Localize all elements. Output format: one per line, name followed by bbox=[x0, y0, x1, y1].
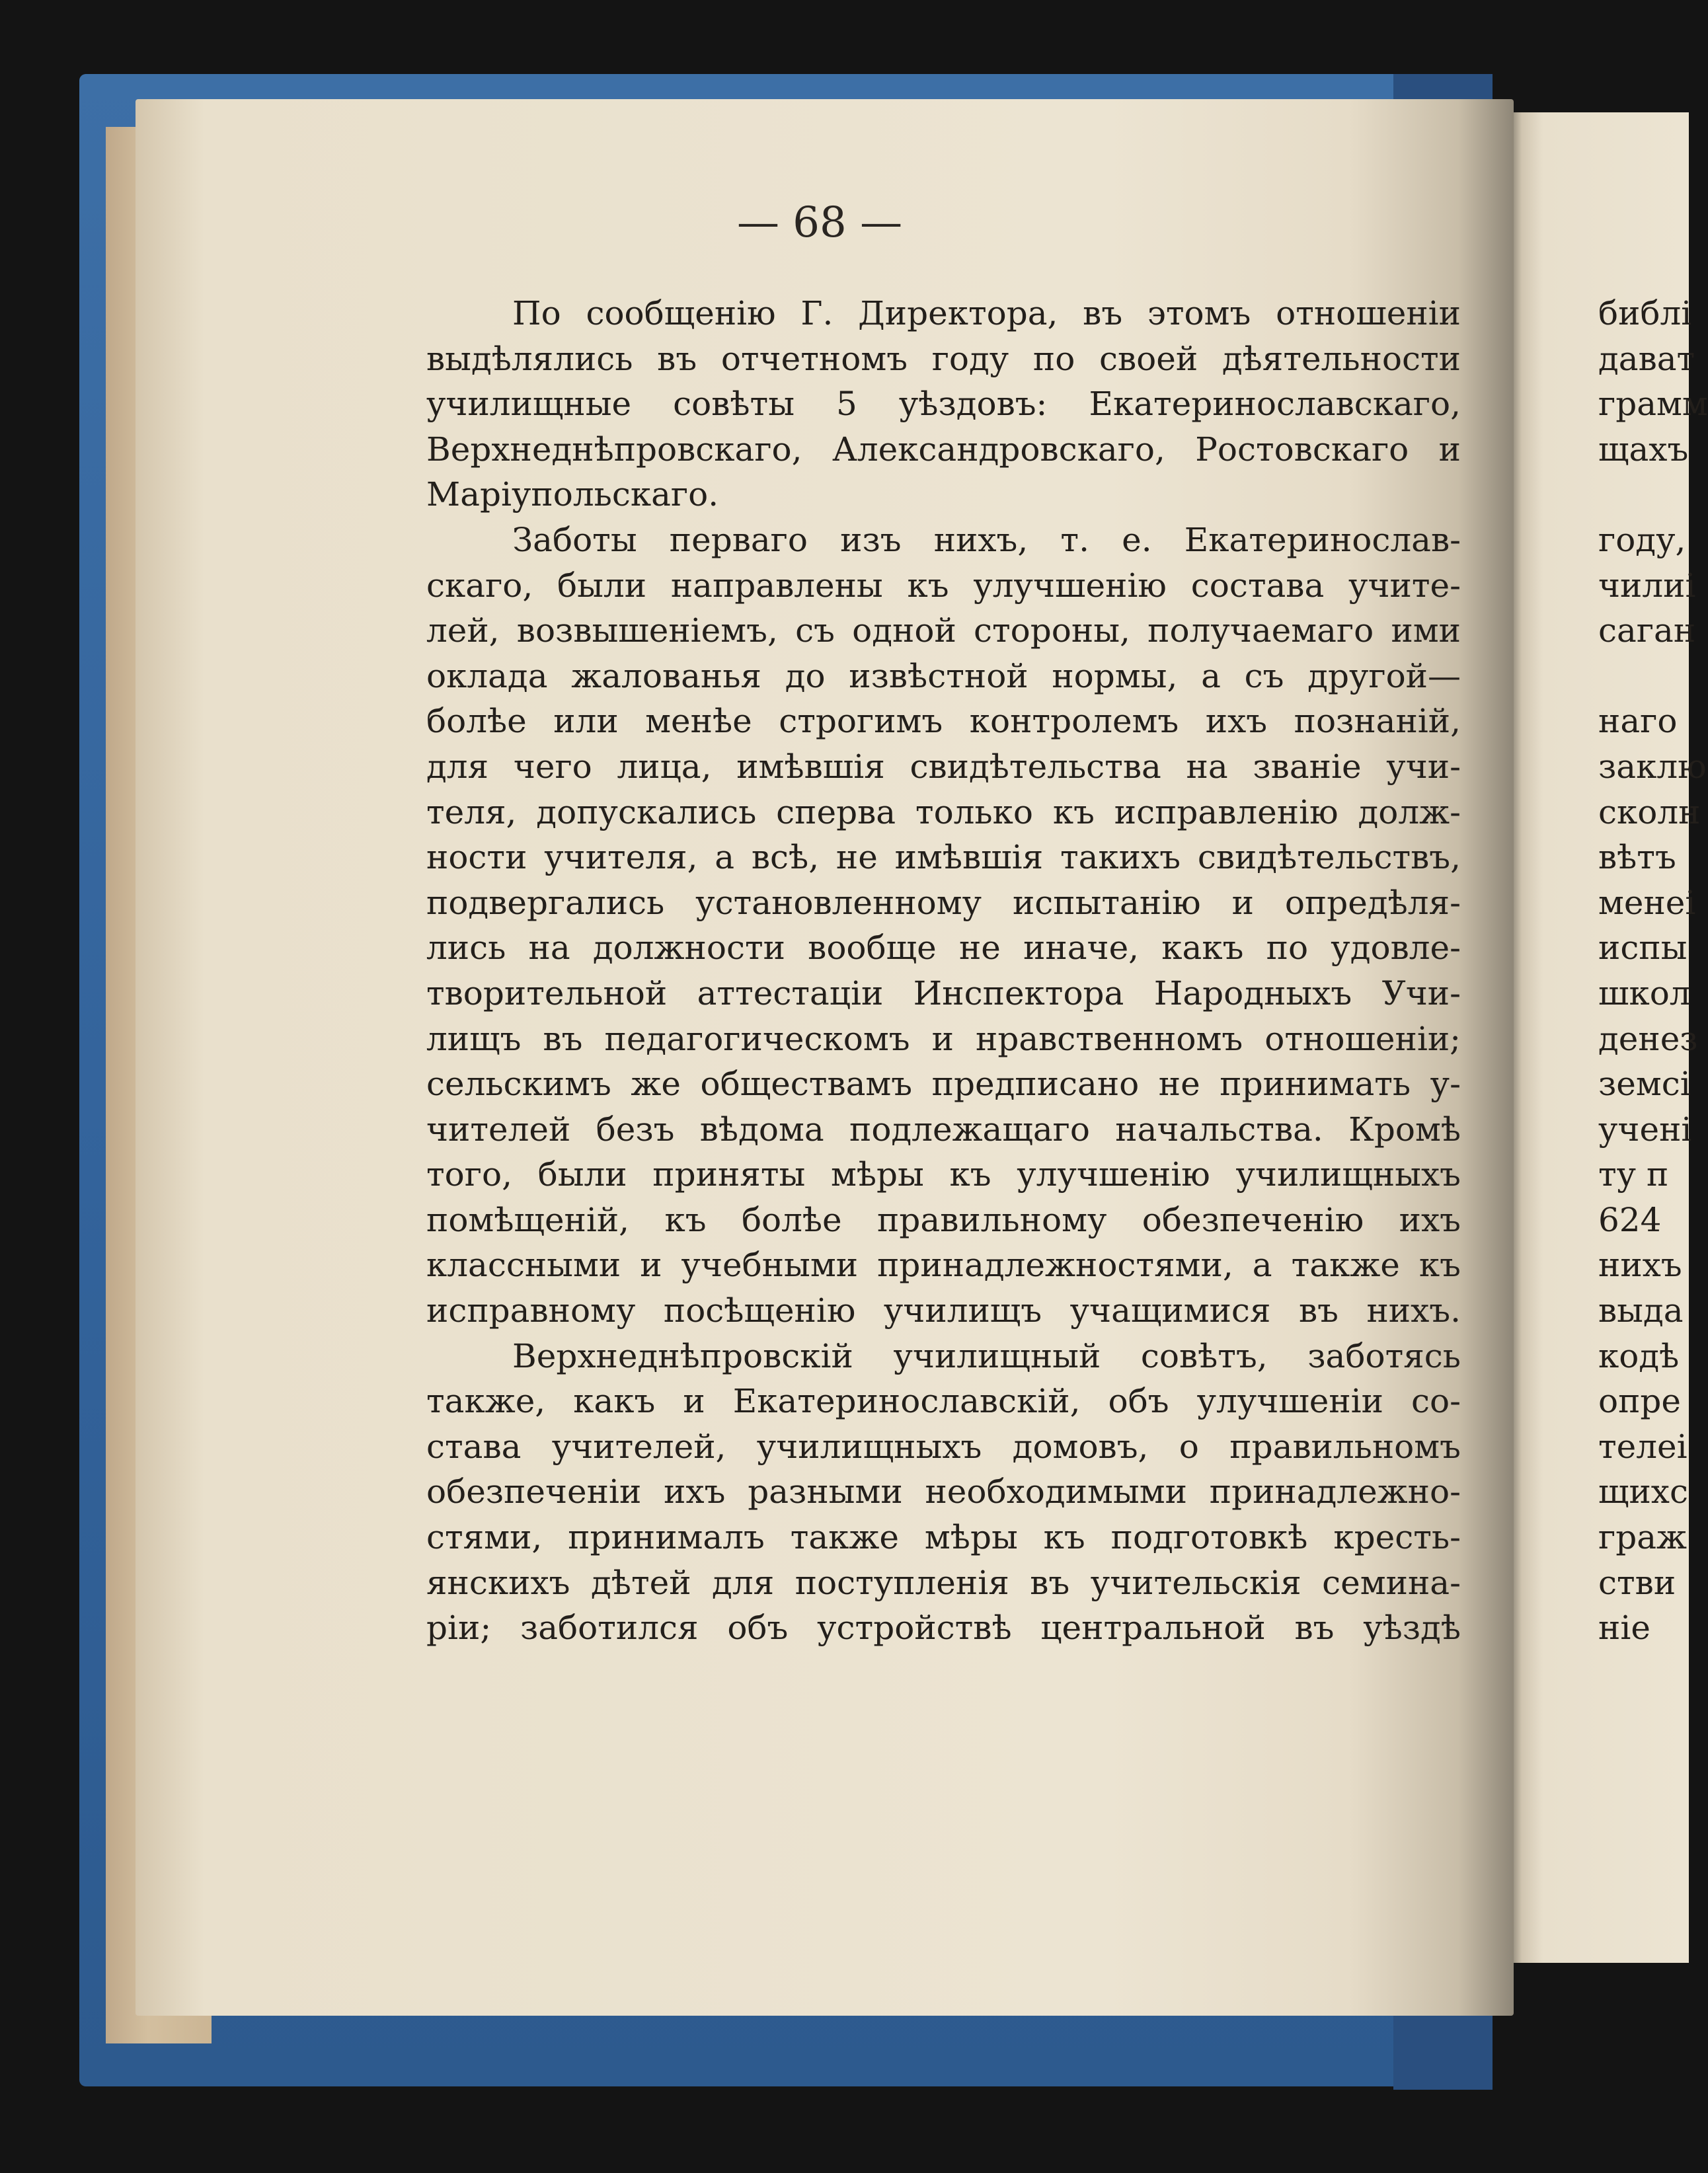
facing-page-line: денез bbox=[1598, 1019, 1698, 1058]
text-line: классными и учебными принадлежностями, а также къ bbox=[426, 1246, 1461, 1285]
text-line: лищъ въ педагогическомъ и нравственномъ отношеніи; bbox=[426, 1019, 1461, 1058]
page-number: — 68 — bbox=[736, 198, 903, 247]
text-line: училищные совѣты 5 уѣздовъ: Екатеринославскаго, bbox=[426, 385, 1461, 424]
facing-page-line: щахъ bbox=[1598, 430, 1689, 469]
facing-page-line: дават bbox=[1598, 339, 1695, 378]
facing-page-line bbox=[1598, 654, 1689, 699]
text-line: того, были приняты мѣры къ улучшенію училищныхъ bbox=[426, 1155, 1461, 1194]
facing-page-line bbox=[1598, 472, 1689, 517]
text-line: выдѣлялись въ отчетномъ году по своей дѣятельности bbox=[426, 339, 1461, 378]
facing-page-line: испы bbox=[1598, 929, 1688, 968]
facing-page-line: вѣтъ bbox=[1598, 838, 1676, 877]
text-line: ріи; заботился объ устройствѣ центральной въ уѣздѣ bbox=[426, 1609, 1461, 1648]
facing-page-line: саган bbox=[1598, 611, 1696, 650]
facing-page-line: выда bbox=[1598, 1291, 1684, 1330]
facing-page-line: 624 bbox=[1598, 1200, 1662, 1239]
text-line: исправному посѣщенію училищъ учащимися въ нихъ. bbox=[426, 1291, 1461, 1330]
facing-page-line: ніе bbox=[1598, 1609, 1650, 1648]
facing-page-line: сколн bbox=[1598, 792, 1701, 831]
facing-page-line: учені bbox=[1598, 1110, 1692, 1149]
facing-page-line: библі bbox=[1598, 294, 1692, 332]
text-line: сельскимъ же обществамъ предписано не принимать у- bbox=[426, 1065, 1461, 1104]
text-line: чителей безъ вѣдома подлежащаго начальства. Кромѣ bbox=[426, 1110, 1461, 1149]
text-line: для чего лица, имѣвшія свидѣтельства на званіе учи- bbox=[426, 747, 1461, 786]
text-line: помѣщеній, къ болѣе правильному обезпеченію ихъ bbox=[426, 1200, 1461, 1239]
facing-page-line: кодѣ bbox=[1598, 1336, 1680, 1375]
body-text bbox=[426, 291, 1461, 1651]
facing-page-line: ту п bbox=[1598, 1155, 1669, 1194]
text-line: Верхнеднѣпровскій училищный совѣтъ, заботясь bbox=[512, 1336, 1461, 1375]
text-line: оклада жалованья до извѣстной нормы, а съ другой— bbox=[426, 656, 1461, 695]
facing-page-line: нихъ bbox=[1598, 1246, 1682, 1285]
text-line: Маріупольскаго. bbox=[426, 475, 719, 514]
facing-page-line: школ bbox=[1598, 973, 1691, 1012]
facing-page-line: щихс bbox=[1598, 1472, 1689, 1511]
facing-page-line: менеі bbox=[1598, 883, 1696, 922]
text-line: ности учителя, а всѣ, не имѣвшія такихъ свидѣтельствъ, bbox=[426, 838, 1461, 877]
facing-page-line: земсі bbox=[1598, 1065, 1691, 1104]
facing-page-line: наго bbox=[1598, 702, 1678, 741]
text-line: По сообщенію Г. Директора, въ этомъ отношеніи bbox=[512, 294, 1461, 332]
facing-page-text bbox=[1598, 291, 1708, 1651]
text-line: также, какъ и Екатеринославскій, объ улучшеніи со- bbox=[426, 1382, 1461, 1421]
text-line: Заботы перваго изъ нихъ, т. е. Екатеринослав- bbox=[512, 520, 1461, 559]
text-line: теля, допускались сперва только къ исправленію долж- bbox=[426, 792, 1461, 831]
text-line: лей, возвышеніемъ, съ одной стороны, получаемаго ими bbox=[426, 611, 1461, 650]
facing-page-line: грамм bbox=[1598, 385, 1708, 424]
text-line: Верхнеднѣпровскаго, Александровскаго, Ростовскаго и bbox=[426, 430, 1461, 469]
text-line: скаго, были направлены къ улучшенію состава учите- bbox=[426, 566, 1461, 605]
facing-page-line: году, bbox=[1598, 520, 1686, 559]
text-line: стями, принималъ также мѣры къ подготовкѣ кресть- bbox=[426, 1518, 1461, 1557]
facing-page-line: опре bbox=[1598, 1382, 1682, 1421]
text-line: обезпеченіи ихъ разными необходимыми принадлежно- bbox=[426, 1472, 1461, 1511]
text-line: става учителей, училищныхъ домовъ, о правильномъ bbox=[426, 1427, 1461, 1466]
facing-page-line: стви bbox=[1598, 1563, 1676, 1602]
facing-page-line: телеі bbox=[1598, 1427, 1688, 1466]
text-line: болѣе или менѣе строгимъ контролемъ ихъ познаній, bbox=[426, 702, 1461, 741]
text-line: творительной аттестаціи Инспектора Народныхъ Учи- bbox=[426, 973, 1461, 1012]
facing-page-line: заклю bbox=[1598, 747, 1707, 786]
text-line: лись на должности вообще не иначе, какъ по удовле- bbox=[426, 929, 1461, 968]
facing-page-line: граж bbox=[1598, 1518, 1688, 1557]
facing-page-line: чилиі bbox=[1598, 566, 1696, 605]
text-line: янскихъ дѣтей для поступленія въ учительскія семина- bbox=[426, 1563, 1461, 1602]
text-line: подвергались установленному испытанію и опредѣля- bbox=[426, 883, 1461, 922]
